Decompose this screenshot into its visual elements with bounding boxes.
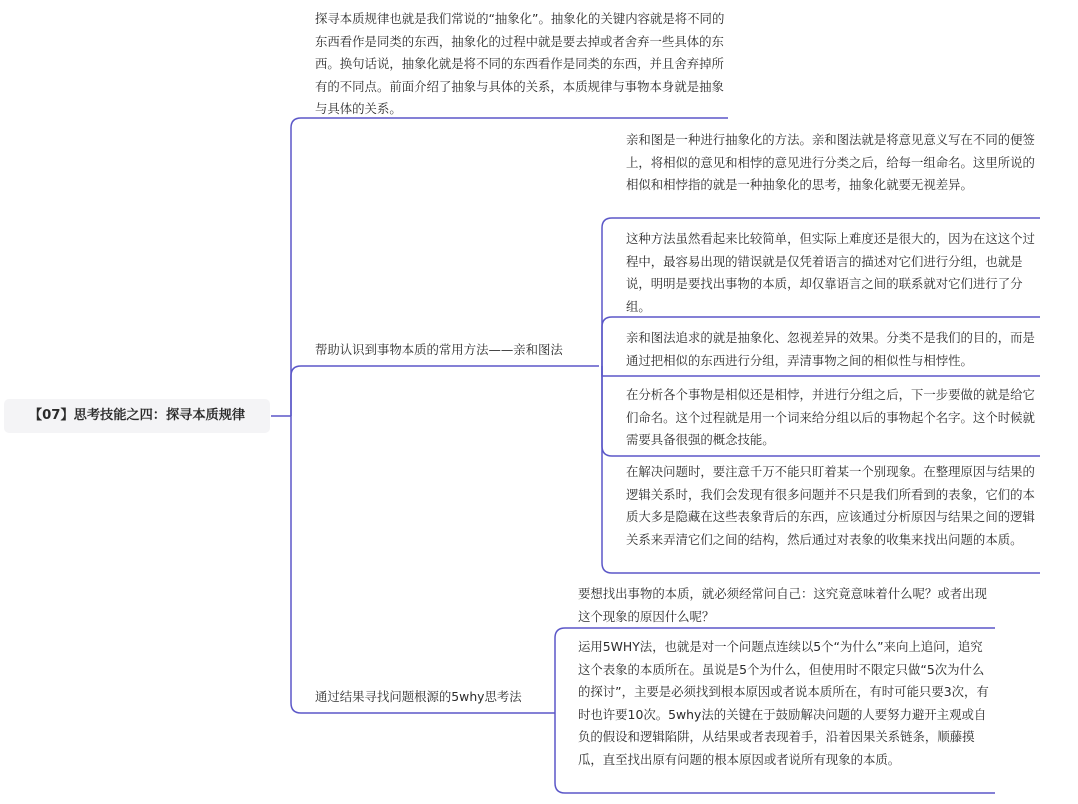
root-topic-title: 【07】思考技能之四：探寻本质规律 [28,408,246,423]
affinity-note-1[interactable]: 亲和图是一种进行抽象化的方法。亲和图法就是将意见意义写在不同的便签上，将相似的意见和相悖的意见进行分类之后，给每一组命名。这里所说的相似和相悖指的就是一种抽象化的思考，抽象化就要无视差异。 [626,132,1035,193]
5why-note-1[interactable]: 要想找出事物的本质，就必须经常问自己：这究竟意味着什么呢？或者出现这个现象的原因什么呢？ [578,586,987,624]
5why-note-2[interactable]: 运用5WHY法，也就是对一个问题点连续以5个“为什么”来向上追问，追究这个表象的本质所在。虽说是5个为什么，但使用时不限定只做“5次为什么的探讨”，主要是必须找到根本原因或者说本质所在，有时可能只要3次，有时也许要10次。5why法的关键在于鼓励解决问题的人要努力避开主观或自负的假设和逻辑陷阱，从结果或者表现着手，沿着因果关系链条，顺藤摸瓜，直至找出原有问题的根本原因或者说所有现象的本质。 [578,639,989,767]
affinity-note-3[interactable]: 亲和图法追求的就是抽象化、忽视差异的效果。分类不是我们的目的，而是通过把相似的东西进行分组，弄清事物之间的相似性与相悖性。 [626,330,1035,368]
affinity-note-5[interactable]: 在解决问题时，要注意千万不能只盯着某一个别现象。在整理原因与结果的逻辑关系时，我们会发现有很多问题并不只是我们所看到的表象，它们的本质大多是隐藏在这些表象背后的东西，应该通过分析原因与结果之间的逻辑关系来弄清它们之间的结构，然后通过对表象的收集来找出问题的本质。 [626,464,1035,547]
5why-connector [291,416,555,713]
affinity-note-4[interactable]: 在分析各个事物是相似还是相悖，并进行分组之后，下一步要做的就是给它们命名。这个过程就是用一个词来给分组以后的事物起个名字。这个时候就需要具备很强的概念技能。 [626,387,1035,448]
affinity-note-2[interactable]: 这种方法虽然看起来比较简单，但实际上难度还是很大的，因为在这这个过程中，最容易出现的错误就是仅凭着语言的描述对它们进行分组，也就是说，明明是要找出事物的本质，却仅靠语言之间的联系就对它们进行了分组。 [626,231,1035,314]
branch-5why-label[interactable]: 通过结果寻找问题根源的5why思考法 [315,689,522,704]
affinity-connector [291,366,599,416]
intro-note[interactable]: 探寻本质规律也就是我们常说的“抽象化”。抽象化的关键内容就是将不同的东西看作是同类的东西，抽象化的过程中就是要去掉或者舍弃一些具体的东西。换句话说，抽象化就是将不同的东西看作是同类的东西，并且舍弃掉所有的不同点。前面介绍了抽象与具体的关系，本质规律与事物本身就是抽象与具体的关系。 [315,11,725,117]
root-topic[interactable] [4,399,270,433]
branch-affinity-label[interactable]: 帮助认识到事物本质的常用方法——亲和图法 [315,342,563,357]
